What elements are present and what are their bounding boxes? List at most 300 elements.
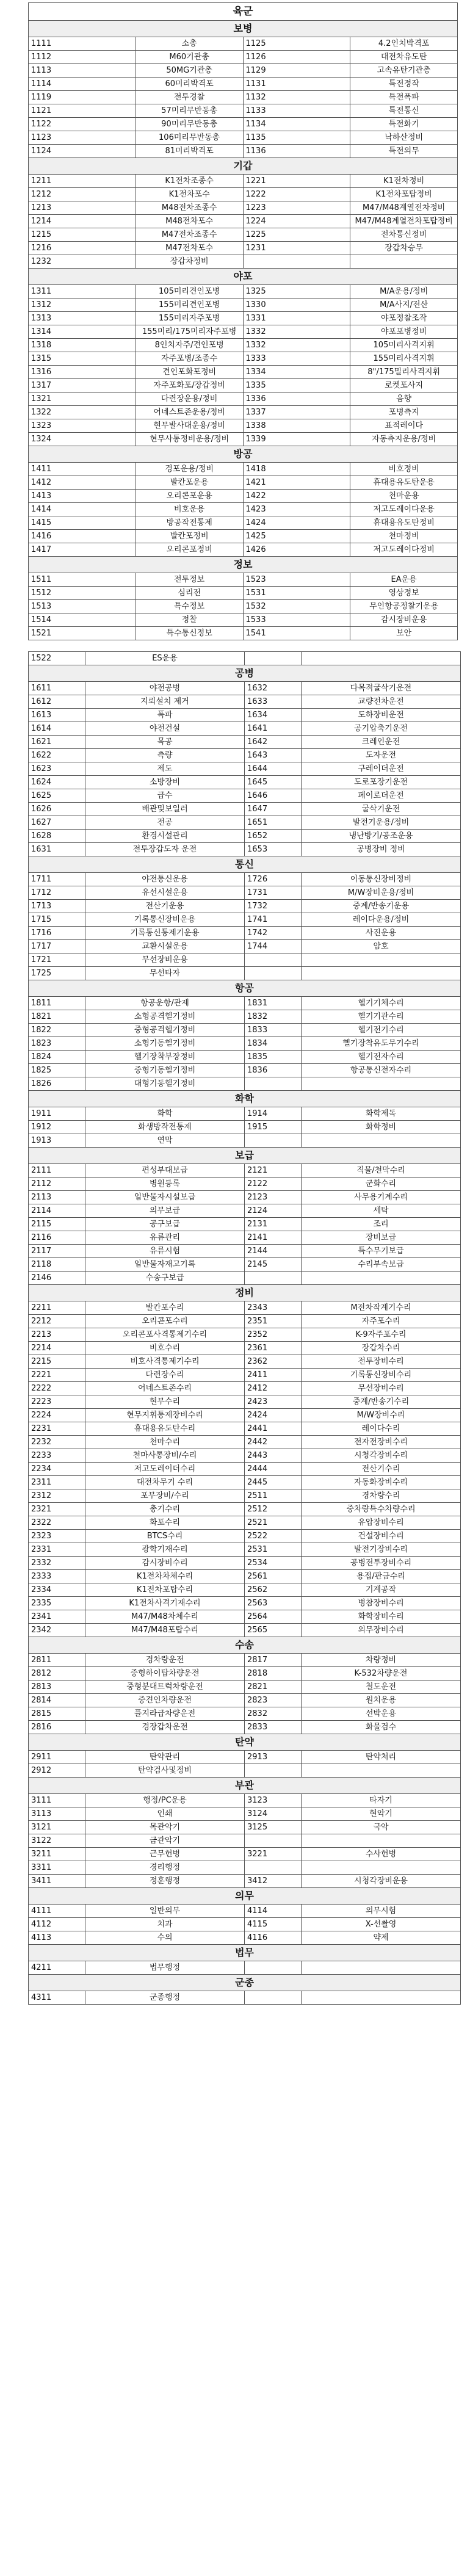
specialty-name: 휴대용유도탄정비 bbox=[350, 516, 458, 530]
table-row bbox=[29, 379, 458, 393]
specialty-table-2 bbox=[28, 651, 461, 2005]
table-row bbox=[29, 215, 458, 228]
specialty-code: 4115 bbox=[245, 1918, 302, 1931]
table-row bbox=[29, 543, 458, 557]
table-row bbox=[29, 1077, 461, 1091]
specialty-name: 경차량운전 bbox=[85, 1654, 245, 1667]
specialty-name: 중계/반송기운용 bbox=[302, 900, 461, 913]
specialty-code: 2232 bbox=[29, 1436, 85, 1449]
specialty-name: BTCS수리 bbox=[85, 1530, 245, 1543]
specialty-code: 1513 bbox=[29, 600, 136, 613]
specialty-code: 1628 bbox=[29, 830, 85, 843]
table-row bbox=[29, 1231, 461, 1245]
specialty-code: 1541 bbox=[243, 627, 350, 640]
table-row bbox=[29, 587, 458, 600]
specialty-code: 2813 bbox=[29, 1681, 85, 1694]
specialty-code: 2833 bbox=[245, 1721, 302, 1734]
table-row bbox=[29, 613, 458, 627]
specialty-name bbox=[302, 953, 461, 967]
specialty-code: 2818 bbox=[245, 1667, 302, 1681]
specialty-name: 휴대용유도탄운용 bbox=[350, 476, 458, 490]
specialty-name: K1전차조종수 bbox=[136, 175, 243, 188]
specialty-code: 2124 bbox=[245, 1204, 302, 1218]
table-row bbox=[29, 1178, 461, 1191]
specialty-code: 1821 bbox=[29, 1010, 85, 1024]
specialty-code: 1330 bbox=[243, 298, 350, 312]
specialty-code bbox=[245, 652, 302, 665]
table-row bbox=[29, 1024, 461, 1037]
section-header-row bbox=[29, 269, 458, 285]
specialty-name: 기록통신장비수리 bbox=[302, 1369, 461, 1382]
specialty-code bbox=[243, 255, 350, 269]
table-row bbox=[29, 366, 458, 379]
specialty-code: 1421 bbox=[243, 476, 350, 490]
section-header: 부관 bbox=[29, 1778, 461, 1794]
specialty-code: 1412 bbox=[29, 476, 136, 490]
section-header-row bbox=[29, 1091, 461, 1107]
specialty-code: 1424 bbox=[243, 516, 350, 530]
specialty-name: 화생방작전통제 bbox=[85, 1121, 245, 1134]
specialty-code: 2223 bbox=[29, 1395, 85, 1409]
specialty-name: 수송구보급 bbox=[85, 1272, 245, 1285]
specialty-code: 1113 bbox=[29, 64, 136, 78]
specialty-name bbox=[350, 255, 458, 269]
specialty-code: 1313 bbox=[29, 312, 136, 325]
specialty-name: 정찰 bbox=[136, 613, 243, 627]
table-row bbox=[29, 1751, 461, 1764]
specialty-code: 1216 bbox=[29, 242, 136, 255]
specialty-code: 2445 bbox=[245, 1476, 302, 1489]
specialty-name: 공병전투장비수리 bbox=[302, 1557, 461, 1570]
specialty-name: M47/M48계열전차정비 bbox=[350, 201, 458, 215]
specialty-name: 항공통신전자수리 bbox=[302, 1064, 461, 1077]
specialty-code: 1647 bbox=[245, 803, 302, 816]
specialty-name: K-532차량운전 bbox=[302, 1667, 461, 1681]
specialty-code: 2412 bbox=[245, 1382, 302, 1395]
specialty-name: M/A사지/전산 bbox=[350, 298, 458, 312]
specialty-name bbox=[302, 1077, 461, 1091]
specialty-name: M48전차조종수 bbox=[136, 201, 243, 215]
specialty-code: 2531 bbox=[245, 1543, 302, 1557]
specialty-code: 1623 bbox=[29, 762, 85, 776]
table-row bbox=[29, 1328, 461, 1342]
specialty-code: 2821 bbox=[245, 1681, 302, 1694]
specialty-name: 레이다수리 bbox=[302, 1422, 461, 1436]
specialty-name: 심리전 bbox=[136, 587, 243, 600]
table-row bbox=[29, 830, 461, 843]
table-row bbox=[29, 803, 461, 816]
specialty-code: 4114 bbox=[245, 1905, 302, 1918]
table-row bbox=[29, 1503, 461, 1516]
section-header-row bbox=[29, 1734, 461, 1751]
specialty-code: 1641 bbox=[245, 722, 302, 736]
specialty-code: 1337 bbox=[243, 406, 350, 419]
table-row bbox=[29, 1218, 461, 1231]
specialty-name: 로켓포사지 bbox=[350, 379, 458, 393]
specialty-code bbox=[245, 1834, 302, 1848]
specialty-name: 총기수리 bbox=[85, 1503, 245, 1516]
specialty-name: 전산기운용 bbox=[85, 900, 245, 913]
section-header-row bbox=[29, 980, 461, 997]
section-header: 통신 bbox=[29, 856, 461, 873]
specialty-name: 폭파 bbox=[85, 709, 245, 722]
specialty-code: 1832 bbox=[245, 1010, 302, 1024]
specialty-code: 2114 bbox=[29, 1204, 85, 1218]
specialty-code: 2342 bbox=[29, 1624, 85, 1637]
specialty-name: 레이다운용/정비 bbox=[302, 913, 461, 927]
table-row bbox=[29, 1164, 461, 1178]
specialty-code: 1224 bbox=[243, 215, 350, 228]
table-row bbox=[29, 1369, 461, 1382]
specialty-name: 감시장비운용 bbox=[350, 613, 458, 627]
specialty-code: 1833 bbox=[245, 1024, 302, 1037]
specialty-code: 2343 bbox=[245, 1301, 302, 1315]
specialty-code: 1644 bbox=[245, 762, 302, 776]
specialty-name: 특전화기 bbox=[350, 118, 458, 131]
specialty-code: 1731 bbox=[245, 886, 302, 900]
table-row bbox=[29, 1848, 461, 1861]
table-row bbox=[29, 1355, 461, 1369]
section-header: 기갑 bbox=[29, 158, 458, 175]
section-header-row bbox=[29, 1945, 461, 1961]
specialty-name: 중형하이탑차량운전 bbox=[85, 1667, 245, 1681]
specialty-name: 특전통신 bbox=[350, 104, 458, 118]
specialty-code: 2913 bbox=[245, 1751, 302, 1764]
specialty-name: 자주포수리 bbox=[302, 1315, 461, 1328]
specialty-code: 1717 bbox=[29, 940, 85, 953]
table-row bbox=[29, 1694, 461, 1707]
specialty-code: 3124 bbox=[245, 1807, 302, 1821]
specialty-code: 2564 bbox=[245, 1610, 302, 1624]
specialty-name: 경포운용/정비 bbox=[136, 463, 243, 476]
specialty-code: 1721 bbox=[29, 953, 85, 967]
specialty-code: 1324 bbox=[29, 433, 136, 446]
table-row bbox=[29, 1342, 461, 1355]
specialty-code: 1211 bbox=[29, 175, 136, 188]
specialty-code: 2362 bbox=[245, 1355, 302, 1369]
specialty-code: 2221 bbox=[29, 1369, 85, 1382]
specialty-code: 1521 bbox=[29, 627, 136, 640]
table-row bbox=[29, 175, 458, 188]
specialty-code: 2224 bbox=[29, 1409, 85, 1422]
table-row bbox=[29, 1905, 461, 1918]
specialty-code: 4111 bbox=[29, 1905, 85, 1918]
specialty-name: 8인치자주/견인포병 bbox=[136, 339, 243, 352]
table-row bbox=[29, 886, 461, 900]
specialty-name: 수사헌병 bbox=[302, 1848, 461, 1861]
specialty-name: 천마운용 bbox=[350, 490, 458, 503]
table-row bbox=[29, 1315, 461, 1328]
specialty-code: 1422 bbox=[243, 490, 350, 503]
table-row bbox=[29, 1764, 461, 1778]
specialty-code: 2352 bbox=[245, 1328, 302, 1342]
specialty-code: 1835 bbox=[245, 1051, 302, 1064]
specialty-code: 2322 bbox=[29, 1516, 85, 1530]
table-row bbox=[29, 37, 458, 51]
table-row bbox=[29, 1624, 461, 1637]
specialty-code: 1725 bbox=[29, 967, 85, 980]
specialty-code: 2341 bbox=[29, 1610, 85, 1624]
specialty-name: 헬기기관수리 bbox=[302, 1010, 461, 1024]
table-row bbox=[29, 1449, 461, 1463]
specialty-code: 1634 bbox=[245, 709, 302, 722]
table-row bbox=[29, 419, 458, 433]
specialty-name: 영상정보 bbox=[350, 587, 458, 600]
specialty-code: 2145 bbox=[245, 1258, 302, 1272]
specialty-name: 자동화장비수리 bbox=[302, 1476, 461, 1489]
specialty-code: 2534 bbox=[245, 1557, 302, 1570]
specialty-code: 1511 bbox=[29, 573, 136, 587]
specialty-name: 발칸포수리 bbox=[85, 1301, 245, 1315]
specialty-code: 2311 bbox=[29, 1476, 85, 1489]
specialty-name: 건설장비수리 bbox=[302, 1530, 461, 1543]
specialty-code: 1317 bbox=[29, 379, 136, 393]
specialty-name: 대전차유도탄 bbox=[350, 51, 458, 64]
specialty-name: 저고도레이다정비 bbox=[350, 543, 458, 557]
specialty-name: 현무사통정비운용/정비 bbox=[136, 433, 243, 446]
specialty-code: 1646 bbox=[245, 789, 302, 803]
specialty-name: 약제 bbox=[302, 1931, 461, 1945]
specialty-code: 1627 bbox=[29, 816, 85, 830]
specialty-name bbox=[302, 1991, 461, 2005]
specialty-name: K1전차차체수리 bbox=[85, 1570, 245, 1583]
specialty-name: 현무발사대운용/정비 bbox=[136, 419, 243, 433]
specialty-code: 1514 bbox=[29, 613, 136, 627]
specialty-code: 1811 bbox=[29, 997, 85, 1010]
specialty-name: 대전차무기 수리 bbox=[85, 1476, 245, 1489]
specialty-name: 플지라급차량운전 bbox=[85, 1707, 245, 1721]
specialty-code: 1414 bbox=[29, 503, 136, 516]
specialty-code: 2361 bbox=[245, 1342, 302, 1355]
specialty-name: 목공 bbox=[85, 736, 245, 749]
specialty-name: 106미리무반동총 bbox=[136, 131, 243, 145]
section-header: 보병 bbox=[29, 21, 458, 37]
table-row bbox=[29, 255, 458, 269]
specialty-name: 유류시험 bbox=[85, 1245, 245, 1258]
specialty-code: 1612 bbox=[29, 695, 85, 709]
specialty-code: 1726 bbox=[245, 873, 302, 886]
section-header-row bbox=[29, 1778, 461, 1794]
table-row bbox=[29, 1543, 461, 1557]
specialty-name: 오리콘포정비 bbox=[136, 543, 243, 557]
specialty-code: 1323 bbox=[29, 419, 136, 433]
specialty-name: 타자기 bbox=[302, 1794, 461, 1807]
specialty-name: 야전통신운용 bbox=[85, 873, 245, 886]
specialty-code: 1912 bbox=[29, 1121, 85, 1134]
specialty-name: 경장갑차운전 bbox=[85, 1721, 245, 1734]
table-row bbox=[29, 104, 458, 118]
specialty-code: 2912 bbox=[29, 1764, 85, 1778]
specialty-name: 감시장비수리 bbox=[85, 1557, 245, 1570]
specialty-name: 인쇄 bbox=[85, 1807, 245, 1821]
specialty-code: 2215 bbox=[29, 1355, 85, 1369]
specialty-code: 1713 bbox=[29, 900, 85, 913]
specialty-code: 1652 bbox=[245, 830, 302, 843]
specialty-code: 1744 bbox=[245, 940, 302, 953]
table-row bbox=[29, 1707, 461, 1721]
specialty-name: 장갑차수리 bbox=[302, 1342, 461, 1355]
specialty-name: 사진운용 bbox=[302, 927, 461, 940]
specialty-code: 2331 bbox=[29, 1543, 85, 1557]
specialty-name bbox=[302, 1272, 461, 1285]
table-title-row bbox=[29, 3, 458, 21]
specialty-name: 다목적굴삭기운전 bbox=[302, 682, 461, 695]
specialty-name bbox=[302, 1961, 461, 1975]
specialty-code: 1522 bbox=[29, 652, 85, 665]
table-row bbox=[29, 913, 461, 927]
specialty-name: 경리행정 bbox=[85, 1861, 245, 1875]
table-row bbox=[29, 1107, 461, 1121]
specialty-code: 1316 bbox=[29, 366, 136, 379]
table-row bbox=[29, 145, 458, 158]
specialty-code: 2113 bbox=[29, 1191, 85, 1204]
specialty-code: 1426 bbox=[243, 543, 350, 557]
specialty-name: 금관악기 bbox=[85, 1834, 245, 1848]
specialty-name: 의무보급 bbox=[85, 1204, 245, 1218]
specialty-name: 중계/반송기수리 bbox=[302, 1395, 461, 1409]
table-row bbox=[29, 1570, 461, 1583]
specialty-name: 포무장비/수리 bbox=[85, 1489, 245, 1503]
specialty-name: 105미리사격지휘 bbox=[350, 339, 458, 352]
specialty-code: 1836 bbox=[245, 1064, 302, 1077]
specialty-name: 페이로더운전 bbox=[302, 789, 461, 803]
specialty-code: 4311 bbox=[29, 1991, 85, 2005]
specialty-name: 현무수리 bbox=[85, 1395, 245, 1409]
specialty-code: 1415 bbox=[29, 516, 136, 530]
specialty-name: 천마사통장비/수리 bbox=[85, 1449, 245, 1463]
section-header: 야포 bbox=[29, 269, 458, 285]
specialty-name: 공기압축기운전 bbox=[302, 722, 461, 736]
specialty-name: K1전차정비 bbox=[350, 175, 458, 188]
specialty-code: 3412 bbox=[245, 1875, 302, 1888]
specialty-name: M/W장비운용/정비 bbox=[302, 886, 461, 900]
specialty-name: 소총 bbox=[136, 37, 243, 51]
specialty-code: 4116 bbox=[245, 1931, 302, 1945]
specialty-code bbox=[245, 1764, 302, 1778]
specialty-code: 2512 bbox=[245, 1503, 302, 1516]
specialty-code: 4113 bbox=[29, 1931, 85, 1945]
specialty-name: 배관및보일러 bbox=[85, 803, 245, 816]
table-row bbox=[29, 1557, 461, 1570]
specialty-name: 특전정작 bbox=[350, 78, 458, 91]
table-row bbox=[29, 873, 461, 886]
table-row bbox=[29, 1463, 461, 1476]
specialty-name: 중형기동헬기정비 bbox=[85, 1064, 245, 1077]
specialty-name: 특수무기보급 bbox=[302, 1245, 461, 1258]
table-row bbox=[29, 393, 458, 406]
specialty-name: 기록통신통제기운용 bbox=[85, 927, 245, 940]
section-header: 정보 bbox=[29, 557, 458, 573]
table-gap bbox=[28, 640, 458, 651]
table-row bbox=[29, 1681, 461, 1694]
specialty-code: 2234 bbox=[29, 1463, 85, 1476]
specialty-name: EA운용 bbox=[350, 573, 458, 587]
specialty-name: 전투장갑도자 운전 bbox=[85, 843, 245, 856]
table-row bbox=[29, 900, 461, 913]
specialty-name: 비호운용 bbox=[136, 503, 243, 516]
table-row bbox=[29, 490, 458, 503]
section-header: 공병 bbox=[29, 665, 461, 682]
specialty-code: 1824 bbox=[29, 1051, 85, 1064]
specialty-code: 2231 bbox=[29, 1422, 85, 1436]
specialty-name: 8"/175밀리사격지휘 bbox=[350, 366, 458, 379]
specialty-code: 2424 bbox=[245, 1409, 302, 1422]
specialty-code: 1215 bbox=[29, 228, 136, 242]
specialty-code: 1413 bbox=[29, 490, 136, 503]
specialty-code: 2323 bbox=[29, 1530, 85, 1543]
specialty-code bbox=[245, 1272, 302, 1285]
specialty-code: 1611 bbox=[29, 682, 85, 695]
specialty-code: 1822 bbox=[29, 1024, 85, 1037]
specialty-name: M48전차포수 bbox=[136, 215, 243, 228]
specialty-code: 1133 bbox=[243, 104, 350, 118]
specialty-name: 비호사격통제기수리 bbox=[85, 1355, 245, 1369]
specialty-code: 1125 bbox=[243, 37, 350, 51]
specialty-name: 기록통신장비운용 bbox=[85, 913, 245, 927]
specialty-name: K1전차포탑수리 bbox=[85, 1583, 245, 1597]
table-title: 육군 bbox=[29, 3, 458, 21]
specialty-code: 3123 bbox=[245, 1794, 302, 1807]
specialty-code: 2335 bbox=[29, 1597, 85, 1610]
specialty-name: 냉난방기/공조운용 bbox=[302, 830, 461, 843]
table-row bbox=[29, 1654, 461, 1667]
specialty-code: 2816 bbox=[29, 1721, 85, 1734]
specialty-name: 유류관리 bbox=[85, 1231, 245, 1245]
table-row bbox=[29, 1794, 461, 1807]
specialty-name: 연막 bbox=[85, 1134, 245, 1148]
specialty-code: 2117 bbox=[29, 1245, 85, 1258]
specialty-code: 1221 bbox=[243, 175, 350, 188]
specialty-code: 3411 bbox=[29, 1875, 85, 1888]
specialty-name: 4.2인치박격포 bbox=[350, 37, 458, 51]
specialty-code: 2115 bbox=[29, 1218, 85, 1231]
specialty-code: 1425 bbox=[243, 530, 350, 543]
specialty-name: 장갑차정비 bbox=[136, 255, 243, 269]
table-row bbox=[29, 816, 461, 830]
table-row bbox=[29, 627, 458, 640]
specialty-code: 1339 bbox=[243, 433, 350, 446]
specialty-name: 공병장비 정비 bbox=[302, 843, 461, 856]
table-row bbox=[29, 1422, 461, 1436]
specialty-code: 1512 bbox=[29, 587, 136, 600]
specialty-code: 3121 bbox=[29, 1821, 85, 1834]
specialty-name: 도로포장기운전 bbox=[302, 776, 461, 789]
specialty-code: 2332 bbox=[29, 1557, 85, 1570]
specialty-code: 1621 bbox=[29, 736, 85, 749]
section-header-row bbox=[29, 1888, 461, 1905]
specialty-name: 의무시험 bbox=[302, 1905, 461, 1918]
specialty-name bbox=[302, 1834, 461, 1848]
specialty-code: 1633 bbox=[245, 695, 302, 709]
specialty-code: 2814 bbox=[29, 1694, 85, 1707]
specialty-name: 의무장비수리 bbox=[302, 1624, 461, 1637]
specialty-code: 1318 bbox=[29, 339, 136, 352]
specialty-name: 전차통신정비 bbox=[350, 228, 458, 242]
section-header-row bbox=[29, 856, 461, 873]
specialty-code: 1631 bbox=[29, 843, 85, 856]
specialty-name: K1전차포수 bbox=[136, 188, 243, 201]
specialty-name: 급수 bbox=[85, 789, 245, 803]
specialty-code: 1622 bbox=[29, 749, 85, 762]
specialty-code: 1626 bbox=[29, 803, 85, 816]
section-header: 정비 bbox=[29, 1285, 461, 1301]
specialty-name: 오리콘포운용 bbox=[136, 490, 243, 503]
specialty-code bbox=[245, 1991, 302, 2005]
table-row bbox=[29, 1721, 461, 1734]
table-row bbox=[29, 91, 458, 104]
table-row bbox=[29, 1530, 461, 1543]
specialty-code: 1132 bbox=[243, 91, 350, 104]
